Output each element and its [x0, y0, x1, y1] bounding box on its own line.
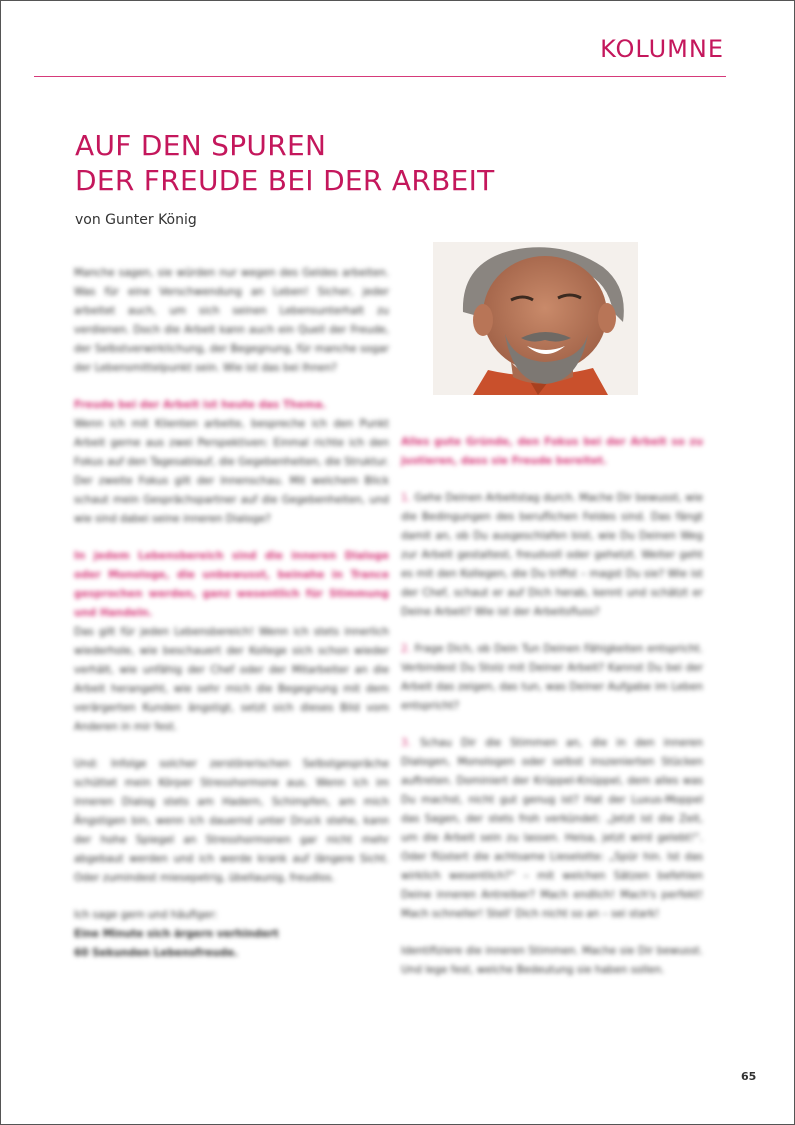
portrait-illustration [433, 242, 638, 395]
numbered-point-3 [401, 734, 703, 924]
highlight-heading-3: Alles gute Gründe, den Fokus bei der Arbeit so zu justieren, dass sie Freude bereitet. [401, 436, 703, 467]
article-headline [75, 128, 495, 198]
closing-quote-line-1: Eine Minute sich ärgern verhindert [74, 928, 279, 940]
headline-line-1: AUF DEN SPUREN [75, 129, 327, 162]
body-paragraph: Das gilt für jeden Lebensbereich! Wenn ich stets innerlich wiederhole, wie beschauert der Kollege sich schon wieder verhält, wie unfähig der Chef oder der Mitarbeiter an die Arbeit herangeht, wie sehr mich die Begegnung mit dem verärgerten Kunden ängstigt, setzt sich dieses Bild vom Anderen in mir fest. [74, 626, 389, 733]
point-number: 1. [401, 492, 411, 504]
numbered-point-1 [401, 489, 703, 622]
body-paragraph: Wenn ich mit Klienten arbeite, bespreche ich den Punkt Arbeit gerne aus zwei Perspektiven: Einmal richte ich den Fokus auf den Tagesablauf, die Gegebenheiten, die Struktur. Der zweite Fokus gilt der Innenschau. Mit welchem Blick schaut mein Gesprächspartner auf die Gegebenheiten, und wie sind dabei seine inneren Dialoge? [74, 418, 389, 525]
header-divider [34, 76, 726, 77]
closing-quote-line-2: 60 Sekunden Lebensfreude. [74, 947, 239, 959]
point-text: Frage Dich, ob Dein Tun Deinen Fähigkeiten entspricht. Verbindest Du Stolz mit Deiner Arbeit? Kannst Du bei der Arbeit das zeigen, das tun, was Deiner Aufgabe im Leben entspricht? [401, 643, 703, 712]
highlight-heading-2: In jedem Lebensbereich sind die inneren Dialoge oder Monologe, die unbewusst, beinahe in Trance gesprochen werden, ganz wesentlich für Stimmung und Handeln. [74, 550, 389, 619]
highlight-heading-1: Freude bei der Arbeit ist heute das Thema. [74, 399, 327, 411]
closing-paragraph: Identifiziere die inneren Stimmen. Mache sie Dir bewusst. Und lege fest, welche Bedeutung sie haben sollen. [401, 945, 703, 976]
point-number: 2. [401, 643, 411, 655]
author-byline: von Gunter König [75, 212, 197, 228]
numbered-point-2 [401, 640, 703, 716]
author-portrait [433, 242, 638, 395]
section-label: KOLUMNE [600, 35, 724, 63]
point-number: 3. [401, 737, 411, 749]
headline-line-2: DER FREUDE BEI DER ARBEIT [75, 164, 495, 197]
point-text: Schau Dir die Stimmen an, die in den inneren Dialogen, Monologen oder selbst inszenierten Stücken auftreten. Dominiert der Krüppel-Knüppel, dem alles was Du machst, nicht gut genug ist? Hat der Luxus-Moppel das Sagen, der stets froh verkündet: „Jetzt ist die Zeit, um die Arbeit sein zu lassen. Heisa, jetzt wird gelebt!“. Oder flüstert die achtsame Lieselotte: „Spür hin. Ist das wirklich wesentlich?“ – mit welchen Sätzen befehlen Deine inneren Antreiber? Mach endlich! Mach's perfekt! Mach schneller! Stell' Dich nicht so an – sei stark! [401, 737, 703, 920]
page-number: 65 [741, 1070, 757, 1083]
article-column-right [401, 433, 703, 998]
intro-paragraph: Manche sagen, sie würden nur wegen des Geldes arbeiten. Was für eine Verschwendung an Leben! Sicher, jeder arbeitet auch, um sich seinen Lebensunterhalt zu verdienen. Doch die Arbeit kann auch ein Quell der Freude, der Selbstverwirklichung, der Begegnung, für manche sogar der Lebensmittelpunkt sein. Wie ist das bei Ihnen? [74, 267, 389, 374]
article-column-left [74, 264, 389, 963]
point-text: Gehe Deinen Arbeitstag durch. Mache Dir bewusst, wie die Bedingungen des beruflichen Feldes sind. Das fängt damit an, ob Du ausgeschlafen bist, wie Du Deinen Weg zur Arbeit gestaltest, freudvoll oder gehetzt. Weiter geht es mit den Kollegen, die Du triffst – magst Du sie? Wie ist der Chef, schaut er auf Dich herab, kennt und schätzt er Deine Arbeit? Wie ist der Arbeitsfluss? [401, 492, 703, 618]
body-paragraph: Und: Infolge solcher zerstörerischen Selbstgespräche schüttet mein Körper Stresshormone aus. Wenn ich im inneren Dialog stets am Hadern, Schimpfen, am mich Ängstigen bin, wenn ich dauernd unter Druck stehe, kann der hohe Spiegel an Stresshormonen gar nicht mehr abgebaut werden und ich werde krank auf längere Sicht. Oder zumindest miesepetrig, übellaunig, freudlos. [74, 758, 389, 884]
closing-intro: Ich sage gern und häufiger: [74, 909, 218, 921]
